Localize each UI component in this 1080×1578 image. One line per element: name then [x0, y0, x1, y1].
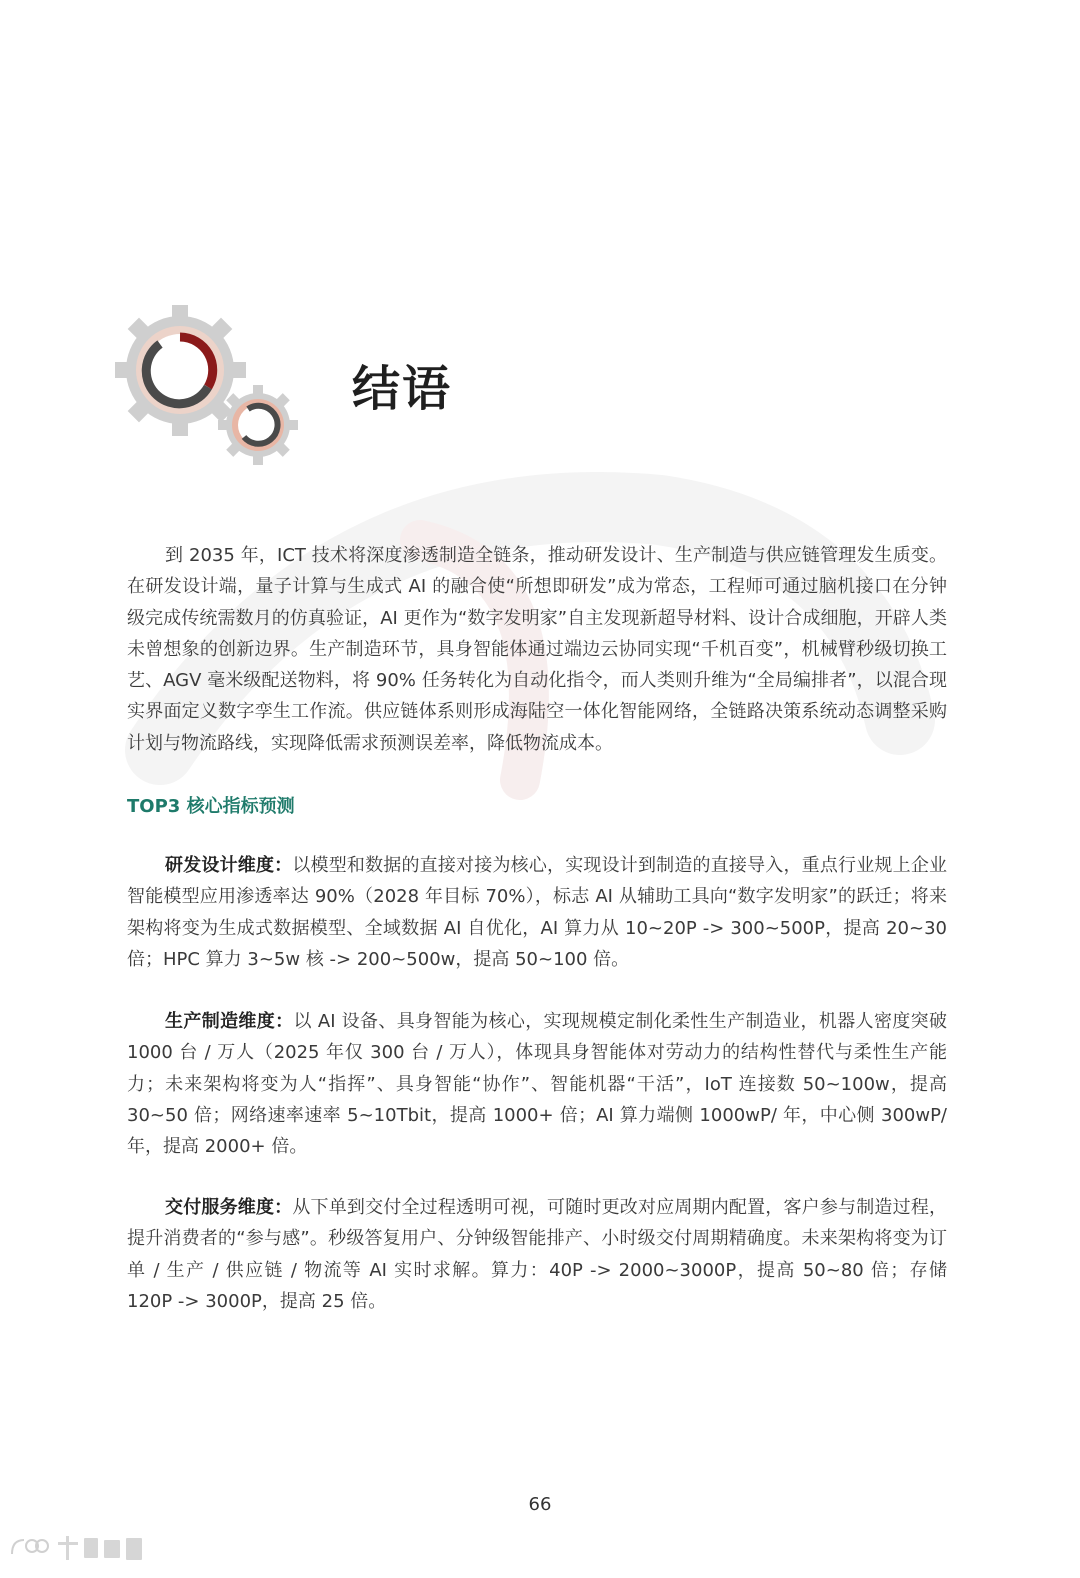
dimension-text: 以模型和数据的直接对接为核心，实现设计到制造的直接导入，重点行业规上企业智能模型应用渗透率达 90%（2028 年目标 70%），标志 AI 从辅助工具向“数字发明家”的跃迁；将来架构将变为生成式数据模型、全域数据 AI 自优化，AI 算力从 10~20P -> 300~500P，提高 20~30 倍；HPC 算力 3~5w 核 -> 200~500w，提高 50~100 倍。	[127, 855, 948, 970]
dimension-lead: 研发设计维度：	[165, 855, 293, 876]
dimension-lead: 交付服务维度：	[165, 1197, 293, 1218]
gear-logo-icon	[115, 305, 300, 465]
dimension-paragraph-rd	[127, 850, 947, 975]
intro-paragraph: 到 2035 年，ICT 技术将深度渗透制造全链条，推动研发设计、生产制造与供应链管理发生质变。在研发设计端，量子计算与生成式 AI 的融合使“所想即研发”成为常态，工程师可通过脑机接口在分钟级完成传统需数月的仿真验证，AI 更作为“数字发明家”自主发现新超导材料、设计合成细胞，开辟人类未曾想象的创新边界。生产制造环节，具身智能体通过端边云协同实现“千机百变”，机械臂秒级切换工艺、AGV 毫米级配送物料，将 90% 任务转化为自动化指令，而人类则升维为“全局编排者”，以混合现实界面定义数字孪生工作流。供应链体系则形成海陆空一体化智能网络，全链路决策系统动态调整采购计划与物流路线，实现降低需求预测误差率，降低物流成本。	[127, 545, 947, 754]
dimension-paragraph-delivery	[127, 1192, 947, 1317]
dimension-paragraph-production	[127, 1006, 947, 1162]
dimension-lead: 生产制造维度：	[165, 1011, 294, 1032]
subheading: TOP3 核心指标预测	[127, 796, 295, 817]
page-title: 结语	[352, 361, 453, 417]
page-number: 66	[528, 1494, 552, 1515]
brand-watermark-icon	[8, 1532, 148, 1566]
dimension-text: 从下单到交付全过程透明可视，可随时更改对应周期内配置，客户参与制造过程，提升消费者的“参与感”。秒级答复用户、分钟级智能排产、小时级交付周期精确度。未来架构将变为订单 / 生产 / 供应链 / 物流等 AI 实时求解。算力：40P -> 2000~3000P，提高 50~80 倍；存储 120P -> 3000P，提高 25 倍。	[127, 1197, 948, 1312]
dimension-text: 以 AI 设备、具身智能为核心，实现规模定制化柔性生产制造业，机器人密度突破 1000 台 / 万人（2025 年仅 300 台 / 万人），体现具身智能体对劳动力的结构性替代与柔性生产能力；未来架构将变为人“指挥”、具身智能“协作”、智能机器“干活”，IoT 连接数 50~100w，提高 30~50 倍；网络速率速率 5~10Tbit，提高 1000+ 倍；AI 算力端侧 1000wP/ 年，中心侧 300wP/ 年，提高 2000+ 倍。	[127, 1011, 948, 1158]
